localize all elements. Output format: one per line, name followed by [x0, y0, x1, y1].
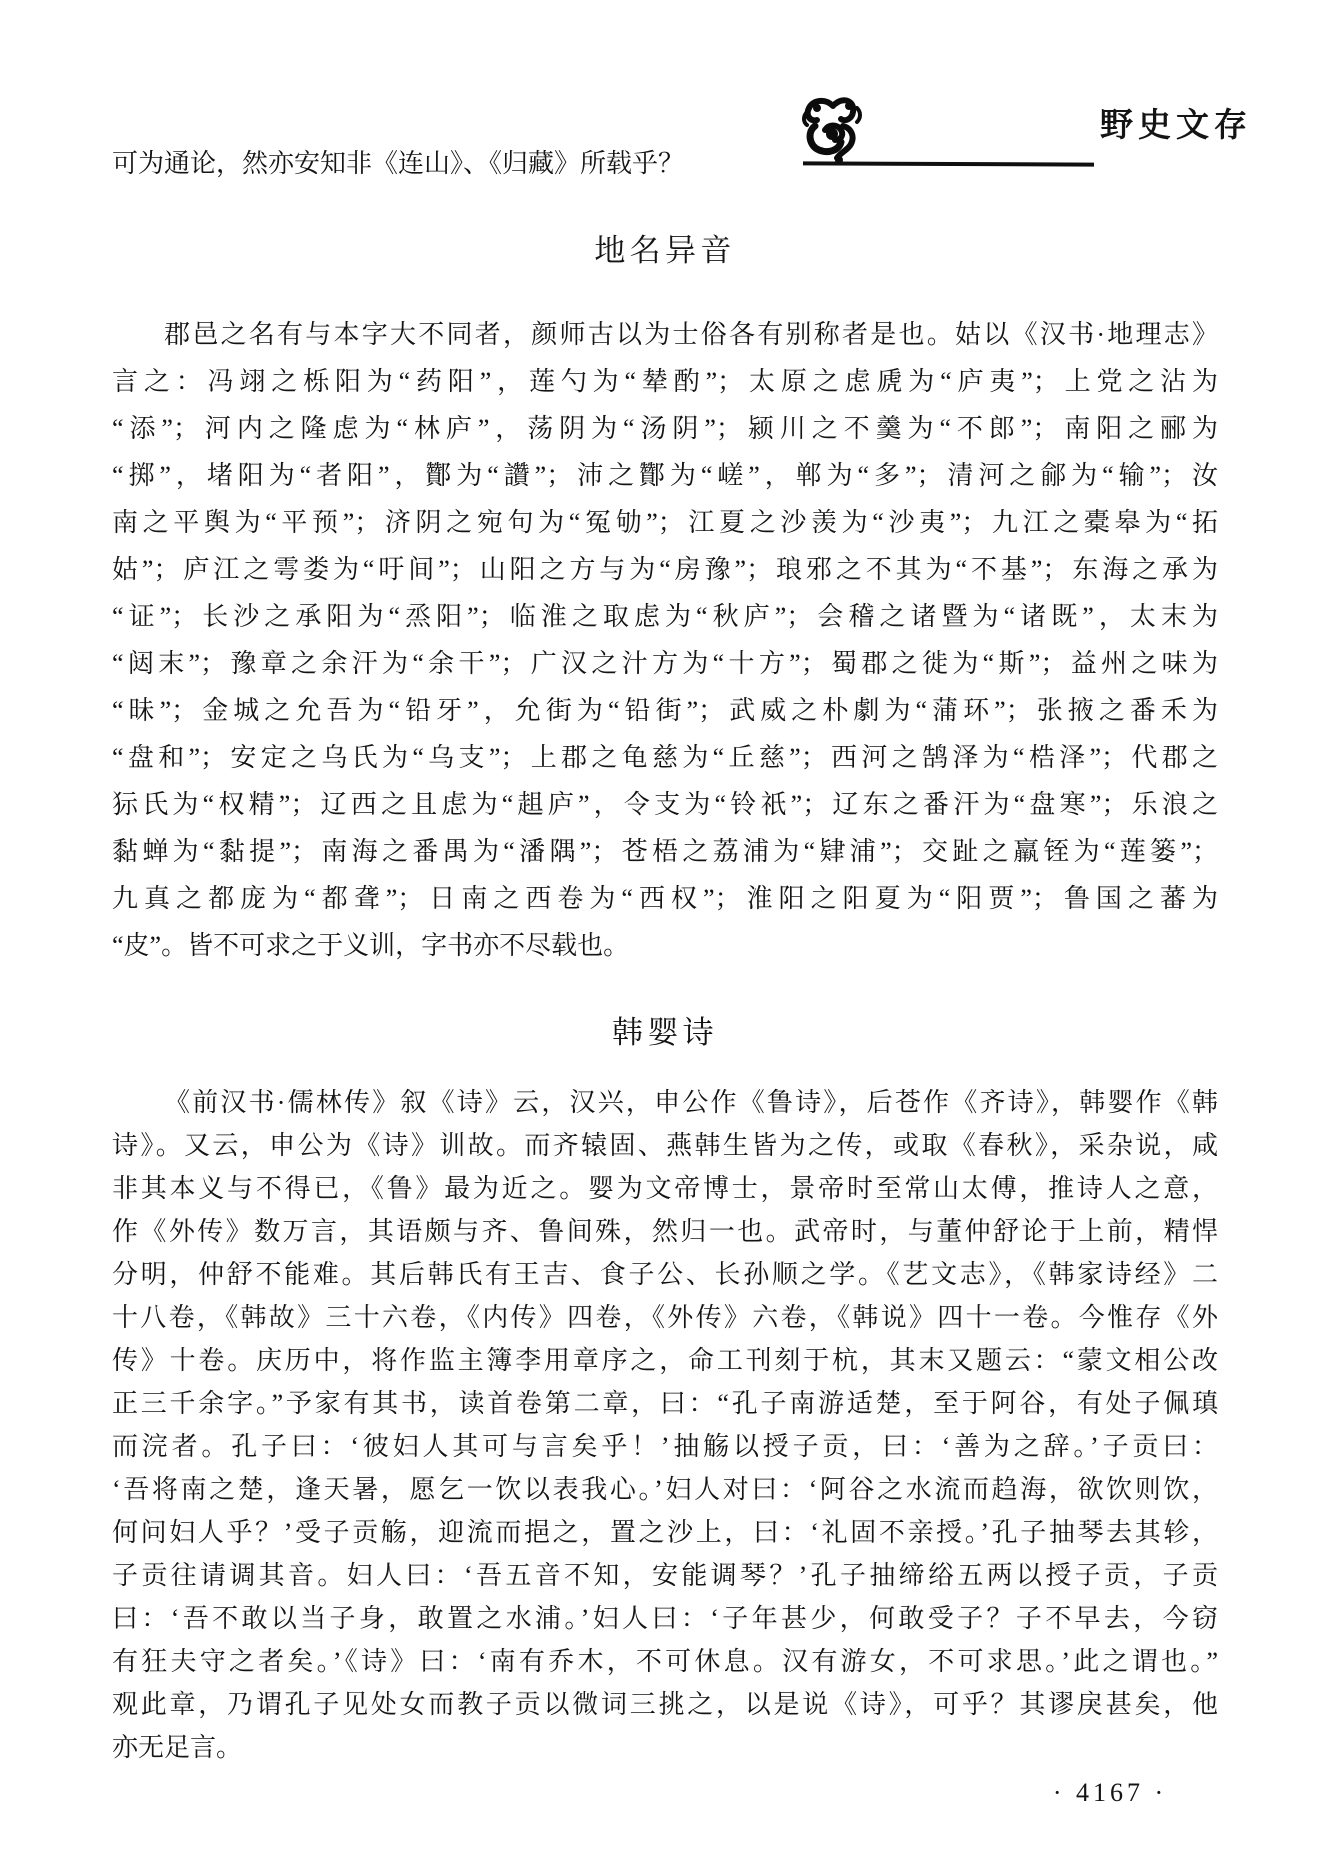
text-line: 言之：冯翊之栎阳为“药阳”，莲勺为“辇酌”；太原之虑虒为“庐夷”；上党之沾为: [112, 367, 1218, 396]
text-line: “添”；河内之隆虑为“林庐”，荡阴为“汤阴”；颍川之不羹为“不郎”；南阳之郦为: [112, 414, 1218, 443]
text-line: 有狂夫守之者矣。’《诗》曰：‘南有乔木，不可休息。汉有游女，不可求思。’此之谓也。”: [112, 1647, 1218, 1676]
text-line: 非其本义与不得已，《鲁》最为近之。婴为文帝博士，景帝时至常山太傅，推诗人之意，: [112, 1174, 1218, 1203]
text-line: 南之平舆为“平预”；济阴之宛句为“冤劬”；江夏之沙羡为“沙夷”；九江之橐皋为“拓: [112, 508, 1218, 537]
text-line: 姑”；庐江之雩娄为“吁间”；山阳之方与为“房豫”；琅邪之不其为“不基”；东海之承为: [112, 555, 1218, 584]
text-line: 九真之都庞为“都聋”；日南之西卷为“西权”；淮阳之阳夏为“阳贾”；鲁国之蕃为: [112, 884, 1218, 913]
text-line: “证”；长沙之承阳为“烝阳”；临淮之取虑为“秋庐”；会稽之诸暨为“诸既”，太末为: [112, 602, 1218, 631]
text-line: “皮”。皆不可求之于义训，字书亦不尽载也。: [112, 931, 630, 960]
opening-line: 可为通论，然亦安知非《连山》、《归藏》所载乎？: [112, 149, 685, 178]
text-line: “掷”，堵阳为“者阳”，酇为“讚”；沛之酇为“嵯”，郸为“多”；清河之鄃为“输”；汝: [112, 461, 1218, 490]
section-place-names: [112, 229, 1218, 969]
text-line: “盘和”；安定之乌氏为“乌支”；上郡之龟慈为“丘慈”；西河之鹄泽为“梏泽”；代郡之: [112, 743, 1218, 772]
text-line: “闼末”；豫章之余汗为“余干”；广汉之汁方为“十方”；蜀郡之徙为“斯”；益州之味为: [112, 649, 1218, 678]
text-line: 子贡往请调其音。妇人曰：‘吾五音不知，安能调琴？’孔子抽缔绤五两以授子贡，子贡: [112, 1561, 1218, 1590]
text-column: [112, 140, 1218, 1769]
text-line: 何问妇人乎？’受子贡觞，迎流而挹之，置之沙上，曰：‘礼固不亲授。’孔子抽琴去其轸，: [112, 1518, 1218, 1547]
text-line: 曰：‘吾不敢以当子身，敢置之水浦。’妇人曰：‘子年甚少，何敢受子？子不早去，今窃: [112, 1604, 1218, 1633]
text-line: 诗》。又云，申公为《诗》训故。而齐辕固、燕韩生皆为之传，或取《春秋》，采杂说，咸: [112, 1131, 1218, 1160]
book-title: 野史文存: [1100, 106, 1252, 143]
section-paragraph: [112, 1081, 1218, 1769]
text-line: 作《外传》数万言，其语颇与齐、鲁间殊，然归一也。武帝时，与董仲舒论于上前，精悍: [112, 1217, 1218, 1246]
text-line: ‘吾将南之楚，逢天暑，愿乞一饮以表我心。’妇人对曰：‘阿谷之水流而趋海，欲饮则饮，: [112, 1475, 1218, 1504]
section-han-ying-poems: [112, 1011, 1218, 1769]
text-line: 《前汉书·儒林传》叙《诗》云，汉兴，申公作《鲁诗》，后苍作《齐诗》，韩婴作《韩: [164, 1088, 1218, 1117]
text-line: “昧”；金城之允吾为“铅牙”，允街为“铅街”；武威之朴劇为“蒲环”；张掖之番禾为: [112, 696, 1218, 725]
section-heading: 韩婴诗: [611, 1015, 719, 1050]
section-heading: 地名异音: [594, 233, 736, 268]
text-line: 而浣者。孔子曰：‘彼妇人其可与言矣乎！’抽觞以授子贡，曰：‘善为之辞。’子贡曰：: [112, 1432, 1218, 1461]
text-line: 郡邑之名有与本字大不同者，颜师古以为士俗各有别称者是也。姑以《汉书·地理志》: [164, 320, 1218, 349]
section-paragraph: [112, 311, 1218, 969]
text-line: 分明，仲舒不能难。其后韩氏有王吉、食子公、长孙顺之学。《艺文志》，《韩家诗经》二: [112, 1260, 1218, 1289]
text-line: 十八卷，《韩故》三十六卷，《内传》四卷，《外传》六卷，《韩说》四十一卷。今惟存《外: [112, 1303, 1218, 1332]
text-line: 亦无足言。: [112, 1733, 243, 1762]
page-number: · 4167 ·: [1052, 1778, 1168, 1807]
text-line: 正三千余字。”予家有其书，读首卷第二章，曰：“孔子南游适楚，至于阿谷，有处子佩瑱: [112, 1389, 1218, 1418]
text-line: 黏蝉为“黏提”；南海之番禺为“潘隅”；苍梧之荔浦为“肄浦”；交趾之羸铚为“莲篓”；: [112, 837, 1218, 866]
text-line: 传》十卷。庆历中，将作监主簿李用章序之，命工刊刻于杭，其末又题云：“蒙文相公改: [112, 1346, 1218, 1375]
text-line: 观此章，乃谓孔子见处女而教子贡以微词三挑之，以是说《诗》，可乎？其谬戾甚矣，他: [112, 1690, 1218, 1719]
text-line: 狋氏为“权精”；辽西之且虑为“趄庐”，令支为“铃祇”；辽东之番汗为“盘寒”；乐浪之: [112, 790, 1218, 819]
